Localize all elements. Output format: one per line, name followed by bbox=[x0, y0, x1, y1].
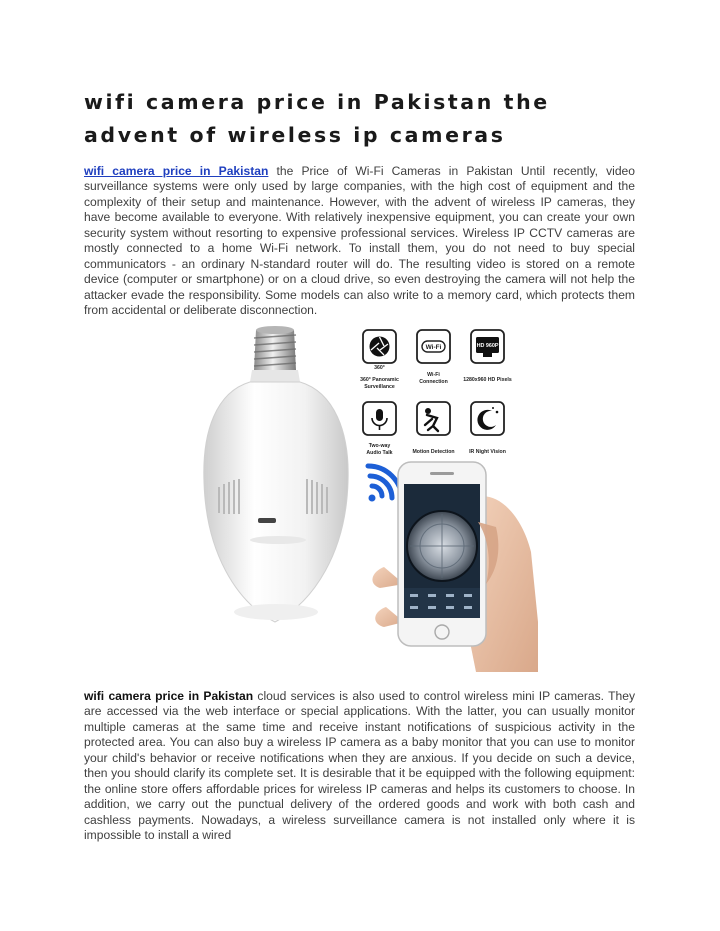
feature-label-night: IR Night Vision bbox=[469, 449, 506, 455]
paragraph-2-text: cloud services is also used to control wireless mini IP cameras. They are accessed via the web interface or special applications. With the latter, you can usually monitor multiple cameras at the same time and receive instant notifications of suspicious activity in the protected area. You can also buy a wireless IP camera as a baby monitor that you can use to monitor your child's behavior or receive notifications when they are anxious. If you decide on such a device, then you should clarify its complete set. It is desirable that it be equipped with the following equipment: the online store offers affordable prices for wireless IP cameras and helps its customers to choose. In addition, we carry out the punctual delivery of the ordered goods and work with both cash and cashless payments. Nowadays, a wireless surveillance camera is not installed only where it is impossible to install a wired bbox=[84, 689, 635, 843]
feature-label-360-line1: 360° Panoramic bbox=[360, 377, 399, 383]
page-title: wifi camera price in Pakistan the advent of wireless ip cameras bbox=[84, 90, 550, 147]
feature-icons bbox=[360, 330, 512, 456]
hd-icon bbox=[471, 330, 504, 363]
hand-with-phone bbox=[372, 462, 538, 672]
feature-label-hd: 1280x960 HD Pixels bbox=[463, 377, 512, 383]
feature-badge-360: 360° bbox=[374, 365, 385, 371]
paragraph-1-text: the Price of Wi-Fi Cameras in Pakistan Until recently, video surveillance systems were only used by large companies, with the high cost of equipment and the complexity of their setup and maintenance. However, with the advent of wireless IP cameras, they have become available to everyone. With relatively inexpensive equipment, you can create your own security system without resorting to expensive professional services. Wireless IP CCTV cameras are mostly connected to a home Wi-Fi network. To install them, you do not need to buy special communicators - an ordinary N-standard router will do. The resulting video is stored on a remote device (computer or smartphone) or on a cloud drive, so even destroying the camera will not help the attacker evade the responsibility. Some models can also write to a memory card, which protects them from accidental or deliberate disconnection. bbox=[84, 164, 635, 318]
feature-badge-wifi: Wi-Fi bbox=[425, 344, 442, 351]
feature-label-audio-line2: Audio Talk bbox=[366, 450, 393, 456]
aperture-icon bbox=[363, 330, 396, 371]
feature-label-360-line2: Surveillance bbox=[364, 384, 395, 390]
feature-label-audio-line1: Two-way bbox=[368, 443, 391, 449]
product-image bbox=[196, 322, 540, 672]
feature-label-wifi-line2: Connection bbox=[419, 379, 448, 385]
wifi-camera-price-link[interactable]: wifi camera price in Pakistan bbox=[84, 164, 269, 178]
paragraph-2-lead: wifi camera price in Pakistan bbox=[84, 689, 254, 703]
motion-icon bbox=[417, 402, 450, 435]
night-moon-icon bbox=[471, 402, 504, 435]
feature-badge-hd: HD 960P bbox=[476, 343, 499, 349]
feature-label-motion: Motion Detection bbox=[412, 449, 455, 455]
bulb-camera bbox=[204, 326, 348, 622]
paragraph-2 bbox=[84, 689, 635, 844]
paragraph-1 bbox=[84, 164, 635, 319]
microphone-icon bbox=[363, 402, 396, 435]
feature-label-wifi-line1: Wi-Fi bbox=[427, 372, 440, 378]
product-illustration bbox=[196, 322, 540, 672]
wifi-icon bbox=[417, 330, 450, 363]
